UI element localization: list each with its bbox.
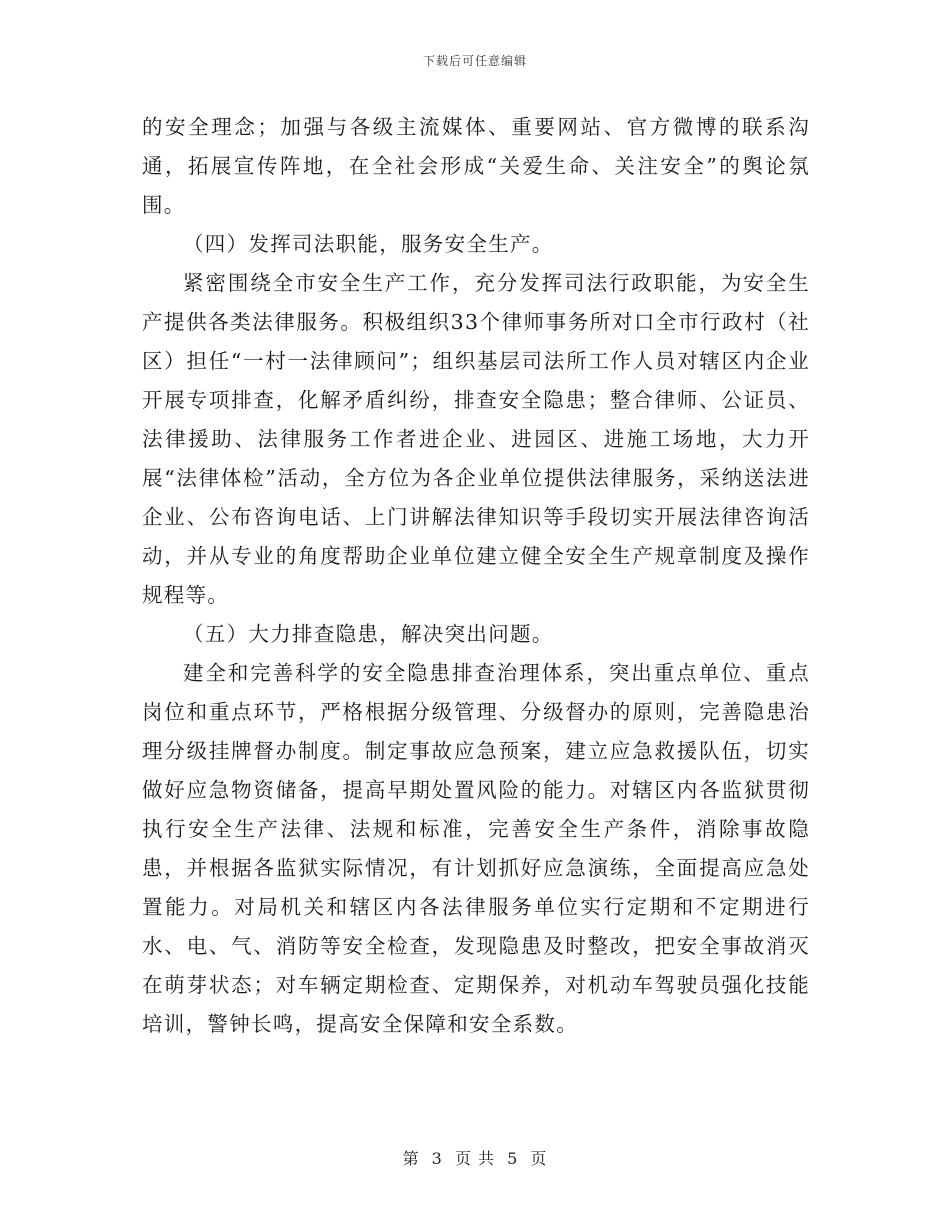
section-heading-5: （五）大力排查隐患，解决突出问题。 xyxy=(183,622,554,646)
paragraph-judicial-services: 紧密围绕全市安全生产工作，充分发挥司法行政职能，为安全生产提供各类法律服务。积极组织33个律师事务所对口全市行政村（社区）担任“一村一法律顾问”；组织基层司法所工作人员对辖区内企业开展专项排查，化解矛盾纠纷，排查安全隐患；整合律师、公证员、法律援助、法律服务工作者进企业、进园区、进施工场地，大力开展“法律体检”活动，全方位为各企业单位提供法律服务，采纳送法进企业、公布咨询电话、上门讲解法律知识等手段切实开展法律咨询活动，并从专业的角度帮助企业单位建立健全安全生产规章制度及操作规程等。 xyxy=(142,271,810,607)
section-heading-4: （四）发挥司法职能，服务安全生产。 xyxy=(183,232,554,256)
page-footer-middle: 页 共 xyxy=(454,1149,496,1168)
page-header: 下载后可任意编辑 xyxy=(422,54,527,68)
paragraph-continuation: 的安全理念；加强与各级主流媒体、重要网站、官方微博的联系沟通，拓展宣传阵地，在全社会形成“关爱生命、关注安全”的舆论氛围。 xyxy=(142,115,810,217)
page-footer xyxy=(0,1146,950,1169)
page-footer-prefix: 第 xyxy=(402,1149,420,1168)
page-number: 3 xyxy=(431,1149,443,1168)
paragraph-hazard-inspection: 建全和完善科学的安全隐患排查治理体系，突出重点单位、重点岗位和重点环节，严格根据分级管理、分级督办的原则，完善隐患治理分级挂牌督办制度。制定事故应急预案，建立应急救援队伍，切实做好应急物资储备，提高早期处置风险的能力。对辖区内各监狱贯彻执行安全生产法律、法规和标准，完善安全生产条件，消除事故隐患，并根据各监狱实际情况，有计划抓好应急演练，全面提高应急处置能力。对局机关和辖区内各法律服务单位实行定期和不定期进行水、电、气、消防等安全检查，发现隐患及时整改，把安全事故消灭在萌芽状态；对车辆定期检查、定期保养，对机动车驾驶员强化技能培训，警钟长鸣，提高安全保障和安全系数。 xyxy=(142,661,810,1036)
page-footer-suffix: 页 xyxy=(530,1149,548,1168)
page-total: 5 xyxy=(507,1149,519,1168)
document-body xyxy=(142,108,810,1044)
